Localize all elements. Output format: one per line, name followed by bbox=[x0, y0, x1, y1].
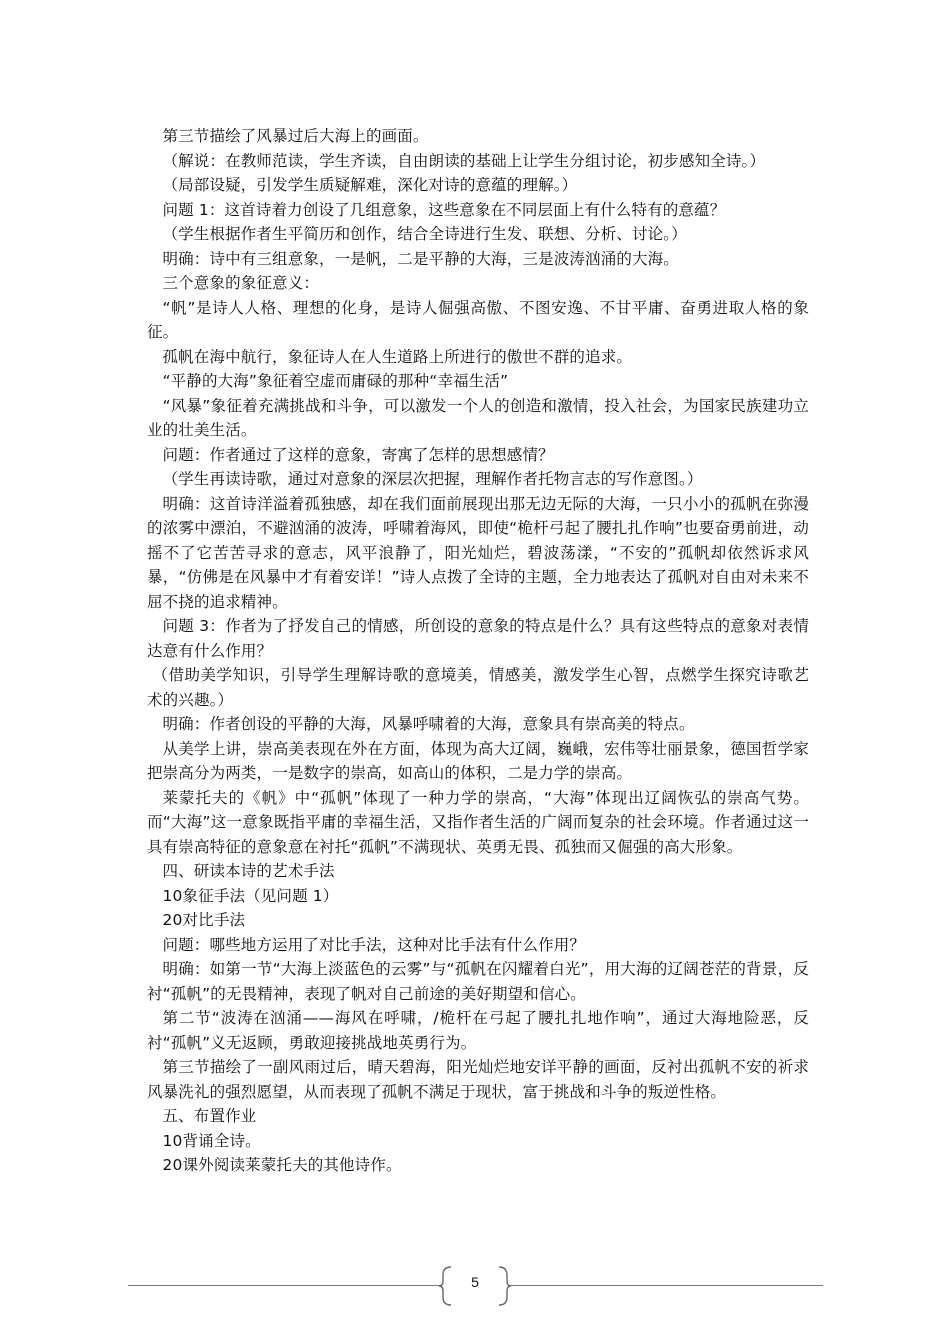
paragraph: 10象征手法（见问题 1） bbox=[162, 886, 339, 905]
paragraph: 问题：哪些地方运用了对比手法，这种对比手法有什么作用？ bbox=[162, 935, 586, 954]
paragraph: 10背诵全诗。 bbox=[162, 1131, 261, 1150]
paragraph: 三个意象的象征意义： bbox=[162, 274, 320, 292]
page-number-bracket-left-icon bbox=[438, 1266, 454, 1306]
paragraph: 四、研读本诗的艺术手法 bbox=[162, 862, 335, 880]
paragraph: 第二节“波涛在汹涌——海风在呼啸，/桅杆在弓起了腰扎扎地作响”，通过大海地险恶，反衬“孤帆”义无返顾，勇敢迎接挑战地英勇行为。 bbox=[147, 1009, 809, 1052]
paragraph: （学生再读诗歌，通过对意象的深层次把握，理解作者托物言志的写作意图。） bbox=[162, 470, 703, 488]
footer-divider-left bbox=[128, 1285, 442, 1286]
paragraph: （借助美学知识，引导学生理解诗歌的意境美，情感美，激发学生心智，点燃学生探究诗歌艺术的兴趣。） bbox=[147, 666, 809, 709]
paragraph: 20对比手法 bbox=[162, 911, 246, 929]
page-number-bracket-right-icon bbox=[496, 1266, 512, 1306]
paragraph: （解说：在教师范读，学生齐读，自由朗读的基础上让学生分组讨论，初步感知全诗。） bbox=[162, 151, 766, 170]
page-number: 5 bbox=[471, 1274, 479, 1290]
footer-divider-right bbox=[509, 1285, 823, 1286]
paragraph: 明确：这首诗洋溢着孤独感，却在我们面前展现出那无边无际的大海，一只小小的孤帆在弥漫的浓雾中漂泊，不避汹涌的波涛，呼啸着海风，即使“桅杆弓起了腰扎扎作响”也要奋勇前进，动摇不了它苦苦寻求的意志，风平浪静了，阳光灿烂，碧波荡漾，“不安的”孤帆却依然诉求风暴，“仿佛是在风暴中才有着安详！”诗人点拨了全诗的主题，全力地表达了孤帆对自由对未来不屈不挠的追求精神。 bbox=[147, 494, 809, 611]
paragraph: 明确：如第一节“大海上淡蓝色的云雾”与“孤帆在闪耀着白光”，用大海的辽阔苍茫的背景，反衬“孤帆”的无畏精神，表现了帆对自己前途的美好期望和信心。 bbox=[147, 960, 809, 1003]
paragraph: 问题 3：作者为了抒发自己的情感，所创设的意象的特点是什么？具有这些特点的意象对表情达意有什么作用？ bbox=[147, 617, 809, 660]
paragraph: 明确：诗中有三组意象，一是帆，二是平静的大海，三是波涛汹涌的大海。 bbox=[162, 249, 679, 268]
paragraph: 问题：作者通过了这样的意象，寄寓了怎样的思想感情？ bbox=[162, 445, 554, 464]
paragraph: 五、布置作业 bbox=[162, 1107, 257, 1125]
paragraph: 孤帆在海中航行，象征诗人在人生道路上所进行的傲世不群的追求。 bbox=[162, 347, 633, 366]
paragraph: “风暴”象征着充满挑战和斗争，可以激发一个人的创造和激情，投入社会，为国家民族建功立业的壮美生活。 bbox=[147, 396, 809, 439]
paragraph: （局部设疑，引发学生质疑解难，深化对诗的意蕴的理解。） bbox=[162, 176, 578, 194]
paragraph: 明确：作者创设的平静的大海，风暴呼啸着的大海，意象具有崇高美的特点。 bbox=[162, 715, 695, 733]
paragraph: 从美学上讲，崇高美表现在外在方面，体现为高大辽阔，巍峨，宏伟等壮丽景象，德国哲学家把崇高分为两类，一是数字的崇高，如高山的体积，二是力学的崇高。 bbox=[147, 739, 809, 782]
paragraph: （学生根据作者生平简历和创作，结合全诗进行生发、联想、分析、讨论。） bbox=[162, 225, 687, 243]
paragraph: 问题 1：这首诗着力创设了几组意象，这些意象在不同层面上有什么特有的意蕴？ bbox=[162, 200, 726, 219]
paragraph: 20课外阅读莱蒙托夫的其他诗作。 bbox=[162, 1156, 402, 1174]
document-body bbox=[147, 124, 809, 1178]
paragraph: “平静的大海”象征着空虚而庸碌的那种“幸福生活” bbox=[162, 372, 509, 390]
paragraph: 莱蒙托夫的《帆》中“孤帆”体现了一种力学的崇高，“大海”体现出辽阔恢弘的崇高气势。而“大海”这一意象既指平庸的幸福生活，又指作者生活的广阔而复杂的社会环境。作者通过这一具有崇高特征的意象意在衬托“孤帆”不满现状、英勇无畏、孤独而又倔强的高大形象。 bbox=[147, 788, 809, 856]
paragraph: 第三节描绘了风暴过后大海上的画面。 bbox=[162, 127, 429, 145]
paragraph: 第三节描绘了一副风雨过后，晴天碧海，阳光灿烂地安详平静的画面，反衬出孤帆不安的祈求风暴洗礼的强烈愿望，从而表现了孤帆不满足于现状，富于挑战和斗争的叛逆性格。 bbox=[147, 1058, 809, 1101]
page-footer bbox=[0, 1264, 950, 1308]
paragraph: “帆”是诗人人格、理想的化身，是诗人倔强高傲、不图安逸、不甘平庸、奋勇进取人格的象征。 bbox=[147, 298, 809, 341]
